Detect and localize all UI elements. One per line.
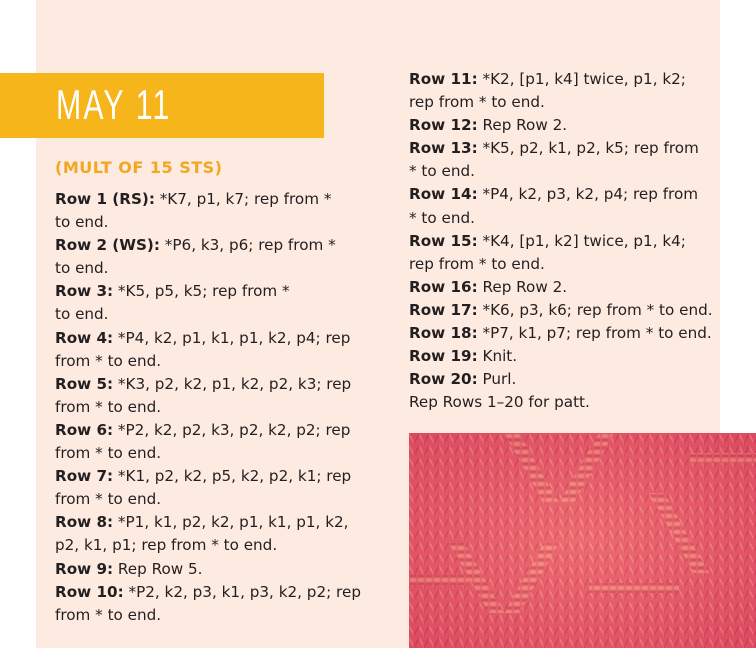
- instruction-line: [55, 303, 365, 326]
- row-label: Row 6:: [55, 420, 114, 439]
- row-text: *P4, k2, p3, k2, p4; rep from: [477, 185, 699, 204]
- instruction-line: [409, 253, 729, 276]
- row-text: rep from * to end.: [409, 254, 545, 273]
- instruction-line: [409, 207, 729, 230]
- row-text: *P4, k2, p1, k1, p1, k2, p4; rep: [113, 328, 351, 347]
- instruction-line: [55, 534, 365, 557]
- row-label: Row 9:: [55, 559, 114, 578]
- row-label: Row 16:: [409, 277, 478, 296]
- row-label: Row 19:: [409, 347, 478, 366]
- instruction-line: [55, 234, 365, 257]
- knitted-swatch-photo: [409, 433, 756, 648]
- row-text: *K1, p2, k2, p5, k2, p2, k1; rep: [113, 467, 352, 486]
- row-text: Rep Row 2.: [477, 277, 568, 296]
- row-text: from * to end.: [55, 490, 162, 509]
- row-text: *K5, p5, k5; rep from *: [113, 282, 290, 301]
- instruction-line: [409, 276, 729, 299]
- row-text: *K2, [p1, k4] twice, p1, k2;: [477, 70, 686, 88]
- row-text: from * to end.: [55, 397, 162, 416]
- row-text: p2, k1, p1; rep from * to end.: [55, 536, 278, 555]
- row-text: *P7, k1, p7; rep from * to end.: [477, 324, 712, 343]
- instructions-column-2: [409, 68, 729, 414]
- row-text: Rep Rows 1–20 for patt.: [409, 393, 590, 412]
- instruction-line: [409, 160, 729, 183]
- instruction-line: [55, 511, 365, 534]
- row-label: Row 2 (WS):: [55, 236, 160, 255]
- row-text: Rep Row 2.: [477, 116, 568, 135]
- row-text: *K3, p2, k2, p1, k2, p2, k3; rep: [113, 374, 352, 393]
- instruction-line: [409, 345, 729, 368]
- instruction-line: [409, 368, 729, 391]
- instruction-line: [55, 350, 365, 373]
- row-text: *K5, p2, k1, p2, k5; rep from: [477, 139, 699, 158]
- instruction-line: [409, 91, 729, 114]
- stitch-multiple-heading: (MULT OF 15 STS): [55, 158, 223, 177]
- row-text: Purl.: [477, 370, 517, 389]
- instruction-line: [55, 396, 365, 419]
- row-label: Row 20:: [409, 370, 478, 389]
- row-text: *P6, k3, p6; rep from *: [159, 236, 336, 255]
- row-label: Row 7:: [55, 467, 114, 486]
- row-text: Rep Row 5.: [113, 559, 203, 578]
- row-text: Knit.: [477, 347, 518, 366]
- row-label: Row 17:: [409, 300, 478, 319]
- instruction-line: [55, 488, 365, 511]
- row-text: *P2, k2, p2, k3, p2, k2, p2; rep: [113, 420, 351, 439]
- instruction-line: [409, 114, 729, 137]
- row-label: Row 15:: [409, 231, 478, 250]
- row-text: from * to end.: [55, 605, 162, 624]
- row-text: * to end.: [409, 162, 475, 181]
- row-label: Row 1 (RS):: [55, 190, 155, 208]
- instruction-line: [409, 183, 729, 206]
- row-text: *K6, p3, k6; rep from * to end.: [477, 300, 713, 319]
- instruction-line: [55, 373, 365, 396]
- instruction-line: [409, 391, 729, 414]
- row-text: from * to end.: [55, 351, 162, 370]
- instruction-line: [409, 230, 729, 253]
- row-text: to end.: [55, 259, 109, 278]
- row-label: Row 18:: [409, 324, 478, 343]
- instruction-line: [409, 299, 729, 322]
- row-label: Row 11:: [409, 70, 478, 88]
- instruction-line: [55, 188, 365, 211]
- row-text: to end.: [55, 305, 109, 324]
- instruction-line: [409, 322, 729, 345]
- instruction-line: [55, 419, 365, 442]
- row-label: Row 8:: [55, 513, 114, 532]
- instructions-column-1: [55, 188, 365, 627]
- row-label: Row 3:: [55, 282, 114, 301]
- instruction-line: [55, 327, 365, 350]
- row-text: from * to end.: [55, 444, 162, 463]
- instruction-line: [55, 581, 365, 604]
- row-text: *K7, p1, k7; rep from *: [154, 190, 332, 208]
- instruction-line: [409, 68, 729, 91]
- row-label: Row 12:: [409, 116, 478, 135]
- instruction-line: [55, 280, 365, 303]
- row-text: *P2, k2, p3, k1, p3, k2, p2; rep: [123, 582, 361, 601]
- row-text: * to end.: [409, 208, 475, 227]
- row-label: Row 5:: [55, 374, 114, 393]
- row-label: Row 13:: [409, 139, 478, 158]
- instruction-line: [55, 558, 365, 581]
- row-label: Row 4:: [55, 328, 114, 347]
- instruction-line: [55, 442, 365, 465]
- instruction-line: [409, 137, 729, 160]
- instruction-line: [55, 604, 365, 627]
- row-text: *P1, k1, p2, k2, p1, k1, p1, k2,: [113, 513, 349, 532]
- row-text: to end.: [55, 213, 109, 232]
- instruction-line: [55, 465, 365, 488]
- row-label: Row 10:: [55, 582, 124, 601]
- page-title: MAY 11: [56, 81, 172, 128]
- row-text: *K4, [p1, k2] twice, p1, k4;: [477, 231, 686, 250]
- row-text: rep from * to end.: [409, 93, 545, 112]
- instruction-line: [55, 211, 365, 234]
- row-label: Row 14:: [409, 185, 478, 204]
- instruction-line: [55, 257, 365, 280]
